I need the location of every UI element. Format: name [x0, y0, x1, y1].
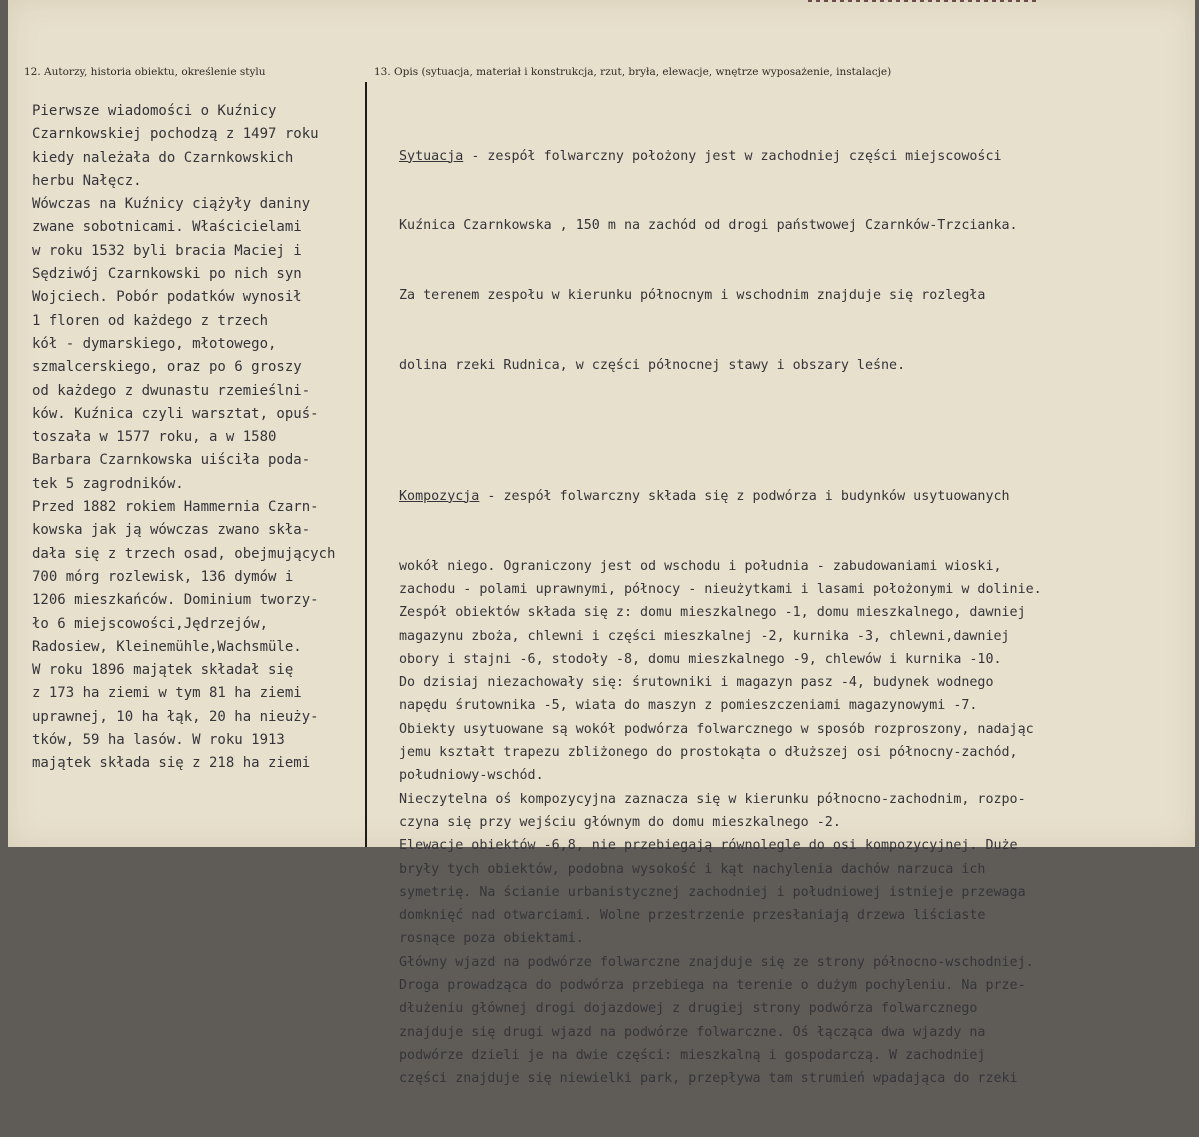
kompozycja-line: domknięć nad otwarciami. Wolne przestrzenie przesłaniają drzewa liściaste: [399, 908, 986, 924]
kompozycja-heading: Kompozycja: [399, 488, 480, 504]
history-line: dała się z trzech osad, obejmujących: [32, 545, 336, 562]
history-line: Wówczas na Kuźnicy ciążyły daniny: [32, 196, 311, 213]
kompozycja-line: bryły tych obiektów, podobna wysokość i kąt nachylenia dachów narzuca ich: [399, 861, 986, 877]
kompozycja-line: rosnące poza obiektami.: [399, 931, 584, 947]
history-line: Czarnkowskiej pochodzą z 1497 roku: [32, 126, 319, 143]
kompozycja-line-1: Kompozycja - zespół folwarczny składa się z podwórza i budynków usytuowanych: [399, 488, 1010, 504]
history-line: szmalcerskiego, oraz po 6 groszy: [32, 359, 302, 376]
history-line: Radosiew, Kleinemühle,Wachsmüle.: [32, 638, 302, 655]
sytuacja-line: Za terenem zespołu w kierunku północnym i wschodnim znajduje się rozległa: [399, 288, 986, 304]
history-line: w roku 1532 byli bracia Maciej i: [32, 242, 302, 259]
history-line: Pierwsze wiadomości o Kuźnicy: [32, 103, 277, 119]
history-line: toszała w 1577 roku, a w 1580: [32, 429, 277, 446]
kompozycja-line: znajduje się drugi wjazd na podwórze folwarczne. Oś łącząca dwa wjazdy na: [399, 1024, 986, 1040]
history-line: ło 6 miejscowości,Jędrzejów,: [32, 615, 269, 632]
kompozycja-line: czyna się przy wejściu głównym do domu mieszkalnego -2.: [399, 814, 841, 830]
section-13-header: 13. Opis (sytuacja, materiał i konstrukcja, rzut, bryła, elewacje, wnętrze wyposażenie, instalacje): [374, 66, 892, 78]
history-line: zwane sobotnicami. Właścicielami: [32, 219, 302, 236]
history-line: z 173 ha ziemi w tym 81 ha ziemi: [32, 685, 302, 702]
sytuacja-line: Kuźnica Czarnkowska , 150 m na zachód od drogi państwowej Czarnków-Trzcianka.: [399, 218, 1018, 234]
history-line: Sędziwój Czarnkowski po nich syn: [32, 266, 302, 283]
history-line: majątek składa się z 218 ha ziemi: [32, 755, 311, 772]
history-line: Przed 1882 rokiem Hammernia Czarn-: [32, 499, 319, 516]
history-line: Wojciech. Pobór podatków wynosił: [32, 289, 302, 306]
history-line: Barbara Czarnkowska uiściła poda-: [32, 452, 311, 469]
kompozycja-line: Nieczytelna oś kompozycyjna zaznacza się w kierunku północno-zachodnim, rozpo-: [399, 791, 1026, 807]
kompozycja-line: Główny wjazd na podwórze folwarczne znajduje się ze strony północno-wschodniej.: [399, 954, 1034, 970]
history-line: kół - dymarskiego, młotowego,: [32, 335, 277, 352]
paragraph-gap: [399, 424, 1042, 438]
kompozycja-line: południowy-wschód.: [399, 768, 544, 784]
column-divider: [365, 82, 367, 847]
kompozycja-line: obory i stajni -6, stodoły -8, domu mieszkalnego -9, chlewów i kurnika -10.: [399, 651, 1002, 667]
kompozycja-body: [399, 555, 1042, 1091]
sytuacja-line-1: Sytuacja - zespół folwarczny położony jest w zachodniej części miejscowości: [399, 148, 1002, 164]
section-12-header: 12. Autorzy, historia obiektu, określenie stylu: [24, 66, 266, 78]
scan-edge-mark: [808, 0, 1038, 2]
kompozycja-line: jemu kształt trapezu zbliżonego do prostokąta o dłuższej osi północny-zachód,: [399, 745, 1018, 761]
kompozycja-line: wokół niego. Ograniczony jest od wschodu i południa - zabudowaniami wioski,: [399, 558, 1002, 574]
kompozycja-line: magazynu zboża, chlewni i części mieszkalnej -2, kurnika -3, chlewni,dawniej: [399, 628, 1010, 644]
sytuacja-line: dolina rzeki Rudnica, w części północnej stawy i obszary leśne.: [399, 358, 906, 374]
history-line: kiedy należała do Czarnkowskich: [32, 149, 294, 166]
kompozycja-line: Droga prowadząca do podwórza przebiega na terenie o dużym pochyleniu. Na prze-: [399, 977, 1026, 993]
history-line: tków, 59 ha lasów. W roku 1913: [32, 732, 285, 749]
kompozycja-line: Obiekty usytuowane są wokół podwórza folwarcznego w sposób rozproszony, nadając: [399, 721, 1034, 737]
kompozycja-line: zachodu - polami uprawnymi, północy - nieużytkami i lasami położonymi w dolinie.: [399, 581, 1042, 597]
description-text: [399, 98, 1042, 1137]
history-line: uprawnej, 10 ha łąk, 20 ha nieuży-: [32, 708, 319, 725]
history-text: [32, 100, 335, 776]
history-line: kowska jak ją wówczas zwano skła-: [32, 522, 311, 539]
history-line: W roku 1896 majątek składał się: [32, 662, 294, 679]
kompozycja-line: części znajduje się niewielki park, przepływa tam strumień wpadająca do rzeki: [399, 1071, 1018, 1087]
kompozycja-line: Do dzisiaj niezachowały się: śrutowniki i magazyn pasz -4, budynek wodnego: [399, 675, 994, 691]
kompozycja-line: podwórze dzieli je na dwie części: mieszkalną i gospodarczą. W zachodniej: [399, 1047, 986, 1063]
sytuacja-heading: Sytuacja: [399, 148, 464, 164]
history-line: ków. Kuźnica czyli warsztat, opuś-: [32, 405, 319, 422]
history-line: herbu Nałęcz.: [32, 172, 142, 189]
history-line: od każdego z dwunastu rzemieślni-: [32, 382, 311, 399]
history-line: 1206 mieszkańców. Dominium tworzy-: [32, 592, 319, 609]
kompozycja-line: Elewacje obiektów -6,8, nie przebiegają równolegle do osi kompozycyjnej. Duże: [399, 838, 1018, 854]
history-line: 700 mórg rozlewisk, 136 dymów i: [32, 568, 294, 585]
history-line: tek 5 zagrodników.: [32, 475, 184, 492]
history-line: 1 floren od każdego z trzech: [32, 312, 269, 329]
kompozycja-line: symetrię. Na ścianie urbanistycznej zachodniej i południowej istnieje przewaga: [399, 884, 1026, 900]
kompozycja-line: napędu śrutownika -5, wiata do maszyn z pomieszczeniami magazynowymi -7.: [399, 698, 978, 714]
kompozycja-line: dłużeniu głównej drogi dojazdowej z drugiej strony podwórza folwarcznego: [399, 1001, 978, 1017]
kompozycja-line: Zespół obiektów składa się z: domu mieszkalnego -1, domu mieszkalnego, dawniej: [399, 605, 1026, 621]
index-card: [8, 0, 1195, 1087]
